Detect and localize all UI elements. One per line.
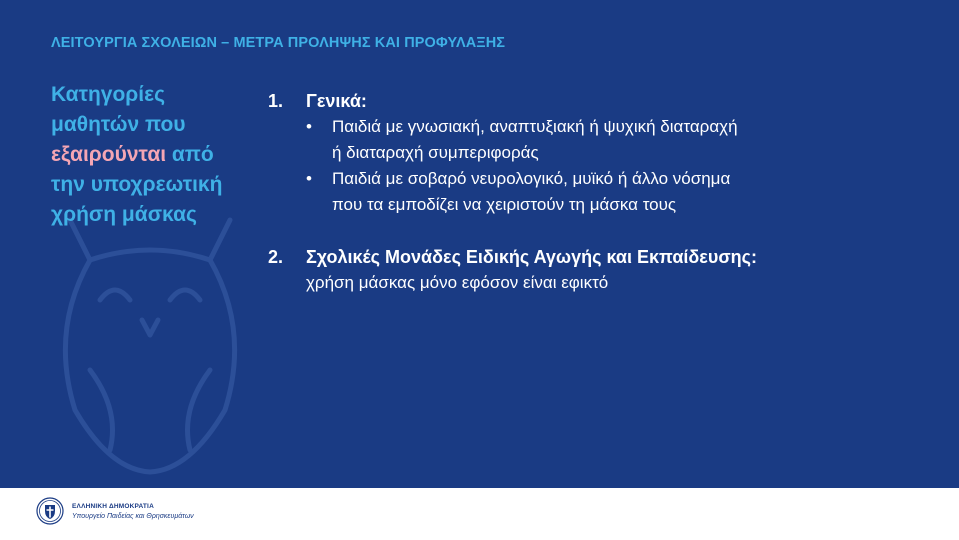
category-title-line: μαθητών που [51, 113, 186, 136]
category-title-text: από [166, 143, 214, 166]
section-number: 2. [268, 247, 284, 267]
section-general [268, 88, 928, 218]
bullet-text: που τα εμποδίζει να χειριστούν τη μάσκα τους [332, 195, 677, 214]
bullet-dot: • [306, 117, 312, 136]
section-heading [268, 88, 928, 114]
section-title: Γενικά: [306, 91, 367, 111]
list-item [268, 114, 928, 166]
list-item [268, 166, 928, 218]
category-title-line: χρήση μάσκας [51, 203, 197, 226]
bullet-text: ή διαταραχή συμπεριφοράς [332, 143, 539, 162]
bullet-list [268, 114, 928, 218]
footer [0, 488, 959, 540]
ministry-name: Υπουργείο Παιδείας και Θρησκευμάτων [72, 513, 194, 520]
bullet-text: Παιδιά με σοβαρό νευρολογικό, μυϊκό ή άλλο νόσημα [332, 169, 731, 188]
category-title-line: την υποχρεωτική [51, 173, 223, 196]
bullet-text: Παιδιά με γνωσιακή, αναπτυξιακή ή ψυχική διαταραχή [332, 117, 738, 136]
category-title-line: Κατηγορίες [51, 83, 166, 106]
slide-header: ΛΕΙΤΟΥΡΓΙΑ ΣΧΟΛΕΙΩΝ – ΜΕΤΡΑ ΠΡΟΛΗΨΗΣ ΚΑΙ ΠΡΟΦΥΛΑΞΗΣ [51, 35, 506, 51]
section-heading [268, 244, 928, 270]
highlight-word: εξαιρούνται [51, 143, 167, 166]
bullet-dot: • [306, 169, 312, 188]
section-title: Σχολικές Μονάδες Ειδικής Αγωγής και Εκπαίδευσης: [306, 247, 757, 267]
category-title-line [51, 140, 266, 170]
section-special-education [268, 244, 928, 296]
footer-text [72, 502, 194, 522]
content-list [268, 88, 928, 296]
org-name: ΕΛΛΗΝΙΚΗ ΔΗΜΟΚΡΑΤΙΑ [72, 503, 154, 510]
greek-emblem-icon [36, 497, 64, 525]
section-number: 1. [268, 91, 284, 111]
category-title [51, 80, 266, 230]
section-body: χρήση μάσκας μόνο εφόσον είναι εφικτό [306, 273, 609, 292]
